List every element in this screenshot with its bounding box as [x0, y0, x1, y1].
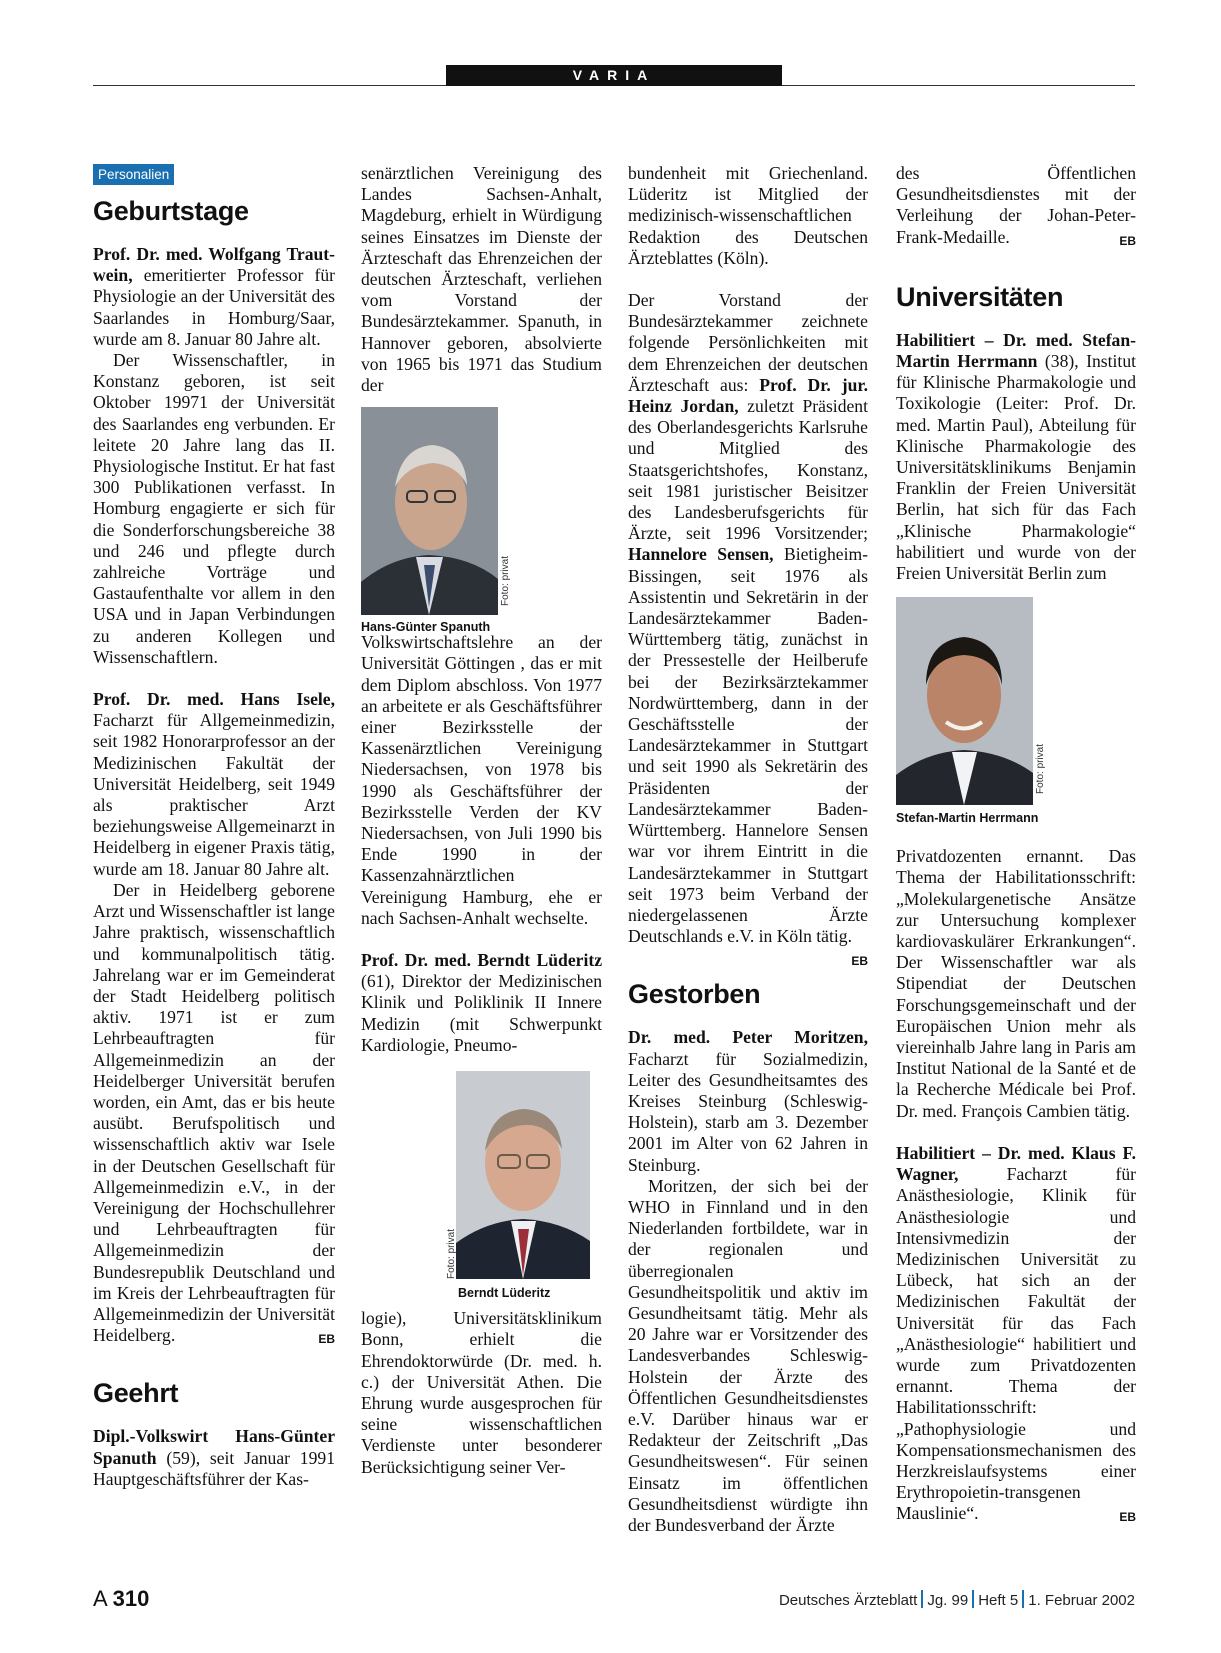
separator	[972, 1590, 974, 1608]
issue: Heft 5	[978, 1592, 1019, 1609]
photo-credit: Foto: privat	[1035, 744, 1046, 795]
photo-credit: Foto: privat	[500, 556, 511, 607]
paragraph: Dipl.-Volkswirt Hans-Günter Spanuth (59), seit Januar 1991 Hauptgeschäftsführer der Kas-	[93, 1426, 335, 1489]
portrait-photo	[361, 407, 498, 615]
photo-spanuth	[361, 396, 602, 635]
column-3	[628, 163, 868, 1536]
paragraph: bundenheit mit Griechenland. Lüderitz ist Mitglied der medizinisch-wissenschaftlichen Redaktion des Deutschen Ärzteblattes (Köln).	[628, 163, 868, 268]
photo-credit: Foto: privat	[446, 1229, 457, 1280]
paragraph: Der Wissenschaftler, in Konstanz geboren, ist seit Oktober 19971 der Universität des Saarlandes eng verbunden. Er leitete 20 Jahre lang das II. Physiologische Institut. Er hat fast 300 Publikationen verfasst. In Homburg engagierte er sich für die Sonderforschungsbereiche 38 und 246 und pflegte durch zahlreiche Vorträge und Gastaufenthalte vor allem in den USA und in Japan Verbindungen zu anderen Kollegen und Wissenschaftlern.	[93, 350, 335, 667]
person-name: Prof. Dr. jur. Heinz Jordan,	[628, 374, 868, 417]
column-2	[361, 163, 602, 1478]
column-1	[93, 163, 335, 1490]
author-signature: EB	[318, 1332, 335, 1347]
person-name: Habilitiert – Dr. med. Stefan-Martin Herrmann	[896, 329, 1136, 372]
category-badge: Personalien	[93, 164, 174, 185]
paragraph: Volkswirtschaftslehre an der Universität Göttingen , das er mit dem Diplom abschloss. Von 1977 an arbeitete er als Geschäftsführer einer Bezirksstelle der Kassenärztlichen Vereinigung Niedersachsen, von 1978 bis 1990 als Geschäftsführer der Bezirksstelle Verden der KV Niedersachsen, von Juli 1990 bis Ende 1990 in der Kassenzahnärztlichen Vereinigung Hamburg, ehe er nach Sachsen-Anhalt wechselte.	[361, 632, 602, 928]
portrait-illustration	[456, 1071, 590, 1279]
photo-caption: Berndt Lüderitz	[458, 1286, 551, 1301]
paragraph: Prof. Dr. med. Berndt Lüderitz (61), Direktor der Medizinischen Klinik und Poliklinik II Innere Medizin (mit Schwerpunkt Kardiologie, Pneumo-	[361, 950, 602, 1055]
portrait-photo	[456, 1071, 590, 1279]
heading-universities: Universitäten	[896, 281, 1064, 312]
paragraph: des Öffentlichen Gesundheitsdienstes mit der Verleihung der Johan-Peter-Frank-Medaille. EB	[896, 163, 1136, 248]
author-signature: EB	[1119, 1510, 1136, 1525]
person-name: Prof. Dr. med. Hans Isele,	[93, 689, 335, 710]
paragraph: Privatdozenten ernannt. Das Thema der Habilitationsschrift: „Molekulargenetische Ansätze zur Untersuchung komplexer kardiovaskulärer Erkrankungen“. Der Wissenschaftler war als Stipendiat der Deutschen Forschungsgemeinschaft und der Europäischen Union mehr als viereinhalb Jahre lang in Paris am Institut National de la Santé et de la Recherche Médicale bei Prof. Dr. med. François Cambien tätig.	[896, 846, 1136, 1121]
paragraph: Moritzen, der sich bei der WHO in Finnland und in den Niederlanden fortbildete, war in der regionalen und überregionalen Gesundheitspolitik und aktiv im Gesundheitsamt tätig. Mehr als 20 Jahre war er Vorsitzender des Landesverbandes Schleswig-Holstein der Ärzte des Öffentlichen Gesundheitsdienstes e.V. Darüber hinaus war er Redakteur der Zeitschrift „Das Gesundheitswesen“. Für seinen Einsatz im öffentlichen Gesundheitsdienst würdigte ihn der Bundesverband der Ärzte	[628, 1175, 868, 1535]
page-number: A 310	[93, 1586, 150, 1611]
paragraph: logie), Universitätsklinikum Bonn, erhielt die Ehrendoktorwürde (Dr. med. h. c.) der Universität Athen. Die Ehrung wurde ausgesprochen für seine wissenschaftlichen Verdienste unter besonderer Berücksichtigung seiner Ver-	[361, 1308, 602, 1477]
paragraph: Habilitiert – Dr. med. Klaus F. Wagner, Facharzt für Anästhesiologie, Klinik für Anästhesiologie und Intensivmedizin der Medizinischen Universität zu Lübeck, hat sich an der Medizinischen Fakultät der Universität für das Fach „Anästhesiologie“ habilitiert und wurde zum Privatdozenten ernannt. Thema der Habilitationsschrift: „Pathophysiologie und Kompensationsmechanismen des Herzkreislaufsystems einer Erythropoietin-transgenen Mauslinie“. EB	[896, 1143, 1136, 1525]
photo-caption: Stefan-Martin Herrmann	[896, 811, 1039, 826]
person-name: Prof. Dr. med. Wolfgang Traut-wein,	[93, 244, 335, 286]
author-signature: EB	[851, 954, 868, 969]
photo-caption: Hans-Günter Spanuth	[361, 620, 491, 635]
photo-luederitz	[361, 1056, 602, 1308]
journal-name: Deutsches Ärzteblatt	[778, 1592, 918, 1609]
portrait-illustration	[361, 407, 498, 615]
person-name: Habilitiert – Dr. med. Klaus F. Wagner,	[896, 1142, 1136, 1185]
paragraph: Der Vorstand der Bundesärztekammer zeichnete folgende Persönlichkeiten mit dem Ehrenzeichen der deutschen Ärzteschaft aus: Prof. Dr. jur. Heinz Jordan, zuletzt Präsident des Oberlandesgerichts Karlsruhe und Mitglied des Staatsgerichtshofes, Konstanz, seit 1981 juristischer Beisitzer des Landesberufsgerichts für Ärzte, seit 1996 Vorsitzender; Hannelore Sensen, Bietigheim-Bissingen, seit 1976 als Assistentin und Sekretärin in der Landesärztekammer Baden-Württemberg tätig, zunächst in der Pressestelle der Heilberufe bei der Bezirksärztekammer Nordwürttemberg, dann in der Geschäftsstelle der Landesärztekammer in Stuttgart und seit 1990 als Sekretärin des Präsidenten der Landesärztekammer Baden-Württemberg. Hannelore Sensen war vor ihrem Eintritt in die Landesärztekammer in Stuttgart seit 1973 beim Verband der niedergelassenen Ärzte Deutschlands e.V. in Köln tätig. EB	[628, 290, 868, 947]
heading-honored: Geehrt	[93, 1378, 179, 1409]
column-4	[896, 163, 1136, 1529]
separator	[1022, 1590, 1024, 1608]
portrait-photo	[896, 597, 1033, 805]
volume: Jg. 99	[927, 1592, 969, 1609]
paragraph: Prof. Dr. med. Hans Isele, Facharzt für Allgemeinmedizin, seit 1982 Honorarprofessor an der Medizinischen Fakultät der Universität Heidelberg, seit 1949 als praktischer Arzt beziehungsweise Allgemeinarzt in Heidelberg in eigener Praxis tätig, wurde am 18. Januar 80 Jahre alt.	[93, 689, 335, 879]
person-name: Dr. med. Peter Moritzen,	[628, 1027, 868, 1048]
author-signature: EB	[1119, 233, 1136, 248]
person-name: Hannelore Sensen,	[628, 544, 774, 565]
photo-herrmann	[896, 584, 1136, 846]
paragraph: Dr. med. Peter Moritzen, Facharzt für Sozialmedizin, Leiter des Gesundheitsamtes des Kreises Steinburg (Schleswig-Holstein), starb am 3. Dezember 2001 im Alter von 62 Jahren in Steinburg.	[628, 1027, 868, 1175]
paragraph: senärztlichen Vereinigung des Landes Sachsen-Anhalt, Magdeburg, erhielt in Würdigung seines Einsatzes im Dienste der Ärzteschaft das Ehrenzeichen der deutschen Ärzteschaft, verliehen vom Vorstand der Bundesärztekammer. Spanuth, in Hannover geboren, absolvierte von 1965 bis 1971 das Studium der	[361, 163, 602, 396]
issue-date: 1. Februar 2002	[1028, 1592, 1135, 1609]
person-name: Prof. Dr. med. Berndt Lüderitz	[361, 950, 602, 971]
section-header: VARIA	[446, 65, 782, 86]
journal-footer	[779, 1590, 1135, 1609]
paragraph: Prof. Dr. med. Wolfgang Traut-wein, emeritierter Professor für Physiologie an der Universität des Saarlandes in Homburg/Saar, wurde am 8. Januar 80 Jahre alt.	[93, 244, 335, 349]
paragraph: Der in Heidelberg geborene Arzt und Wissenschaftler ist lange Jahre praktisch, wissenschaftlich und kommunalpolitisch tätig. Jahrelang war er im Gemeinderat der Stadt Heidelberg politisch aktiv. 1971 ist er zum Lehrbeauftragten für Allgemeinmedizin an der Heidelberger Universität berufen worden, ein Amt, das er bis heute ausübt. Berufspolitisch und wissenschaftlich aktiv war Isele in der Deutschen Gesellschaft für Allgemeinmedizin e.V., in der Vereinigung der Hochschullehrer und Lehrbeauftragten für Allgemeinmedizin der Bundesrepublik Deutschland und im Kreis der Lehrbeauftragten für Allgemeinmedizin der Universität Heidelberg. EB	[93, 880, 335, 1346]
portrait-illustration	[896, 597, 1033, 805]
separator	[921, 1590, 923, 1608]
paragraph: Habilitiert – Dr. med. Stefan-Martin Herrmann (38), Institut für Klinische Pharmakologie und Toxikologie (Leiter: Prof. Dr. med. Martin Paul), Abteilung für Klinische Pharmakologie des Universitätsklinikums Benjamin Franklin der Freien Universität Berlin, hat sich für das Fach „Klinische Pharmakologie“ habilitiert und wurde von der Freien Universität Berlin zum	[896, 329, 1137, 584]
person-name: Dipl.-Volkswirt Hans-Günter Spanuth	[93, 1426, 335, 1468]
heading-birthdays: Geburtstage	[93, 196, 249, 226]
heading-died: Gestorben	[628, 979, 761, 1010]
